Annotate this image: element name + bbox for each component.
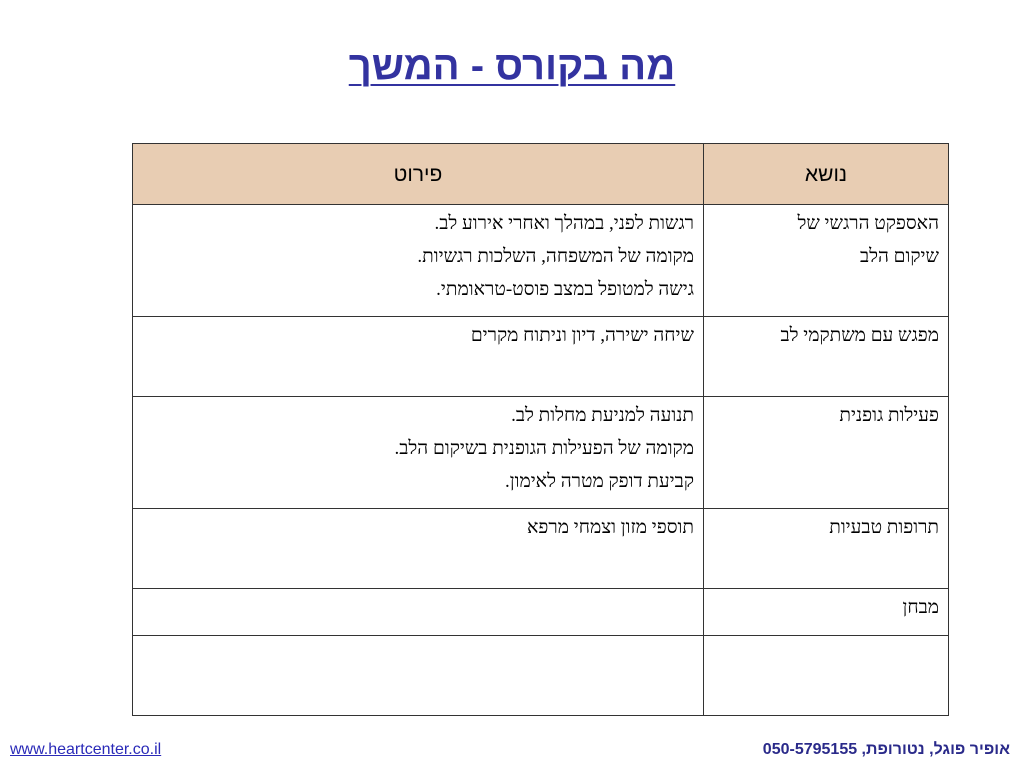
topic-line: תרופות טבעיות <box>829 517 939 538</box>
table-row <box>133 317 949 397</box>
details-cell <box>133 317 704 397</box>
table-row <box>133 636 949 716</box>
header-topic: נושא <box>704 144 949 205</box>
page-title: מה בקורס - המשך <box>348 44 676 88</box>
details-line: שיחה ישירה, דיון וניתוח מקרים <box>470 325 694 346</box>
details-line: תנועה למניעת מחלות לב. <box>511 405 694 426</box>
details-line: מקומה של המשפחה, השלכות רגשיות. <box>417 246 694 267</box>
topic-cell <box>704 397 949 509</box>
details-line: רגשות לפני, במהלך ואחרי אירוע לב. <box>434 213 694 234</box>
topic-line: האספקט הרגשי של <box>797 213 939 234</box>
table-row <box>133 509 949 589</box>
details-cell <box>133 397 704 509</box>
details-cell <box>133 509 704 589</box>
topic-cell <box>704 317 949 397</box>
details-line: מקומה של הפעילות הגופנית בשיקום הלב. <box>394 438 694 459</box>
table-row <box>133 205 949 317</box>
topic-cell <box>704 636 949 716</box>
website-link[interactable]: www.heartcenter.co.il <box>10 741 162 758</box>
topic-line: פעילות גופנית <box>839 405 939 426</box>
topic-cell <box>704 205 949 317</box>
author-contact: אופיר פוגל, נטורופת, 050-5795155 <box>762 741 1010 758</box>
topic-line: מפגש עם משתקמי לב <box>780 325 939 346</box>
header-details: פירוט <box>133 144 704 205</box>
course-table <box>132 143 949 716</box>
table-row <box>133 589 949 636</box>
topic-cell <box>704 589 949 636</box>
details-cell <box>133 205 704 317</box>
table-header-row <box>133 144 949 205</box>
topic-line: שיקום הלב <box>859 246 939 267</box>
details-line: גישה למטופל במצב פוסט-טראומתי. <box>436 279 694 300</box>
table-row <box>133 397 949 509</box>
details-cell <box>133 636 704 716</box>
details-line: קביעת דופק מטרה לאימון. <box>504 471 694 492</box>
topic-cell <box>704 509 949 589</box>
topic-line: מבחן <box>902 597 939 618</box>
details-line: תוספי מזון וצמחי מרפא <box>527 517 694 538</box>
details-cell <box>133 589 704 636</box>
